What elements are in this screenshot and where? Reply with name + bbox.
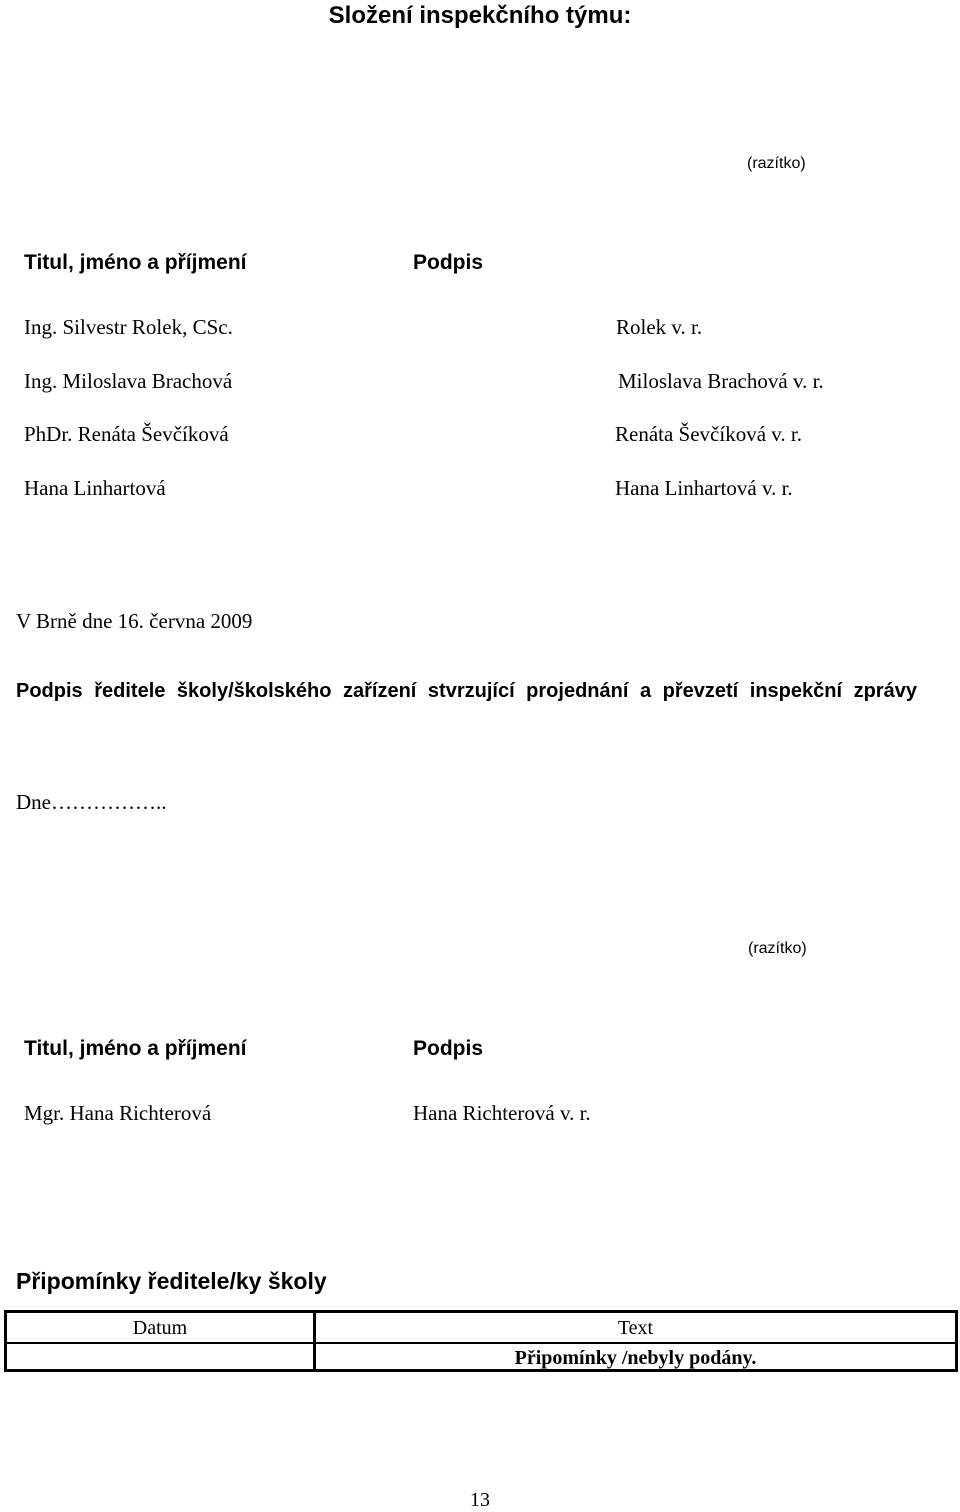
team-member-name: Ing. Miloslava Brachová [24, 369, 233, 393]
team-member-signature: Renáta Ševčíková v. r. [615, 422, 803, 446]
team-header-signature: Podpis [413, 251, 484, 274]
page-number: 13 [470, 1489, 490, 1511]
school-member-name: Mgr. Hana Richterová [24, 1101, 212, 1125]
stamp-label: (razítko) [747, 155, 806, 172]
dne-line: Dne…………….. [16, 790, 167, 814]
school-header-name: Titul, jméno a příjmení [24, 1037, 247, 1060]
team-member-name: Ing. Silvestr Rolek, CSc. [24, 315, 233, 339]
team-member-name: Hana Linhartová [24, 476, 166, 500]
remarks-header-text: Text [617, 1317, 654, 1339]
team-member-signature: Miloslava Brachová v. r. [618, 369, 824, 393]
place-date: V Brně dne 16. června 2009 [16, 609, 253, 633]
remarks-title: Připomínky ředitele/ky školy [16, 1268, 327, 1294]
team-member-signature: Rolek v. r. [616, 315, 703, 339]
remarks-table [4, 1310, 958, 1372]
remarks-text-value: Připomínky /nebyly podány. [514, 1347, 757, 1369]
school-header-signature: Podpis [413, 1037, 484, 1060]
page-title: Složení inspekčního týmu: [328, 2, 632, 29]
team-member-name: PhDr. Renáta Ševčíková [24, 422, 229, 446]
table-row-divider [7, 1342, 955, 1344]
remarks-header-date: Datum [132, 1317, 188, 1339]
school-member-signature: Hana Richterová v. r. [413, 1101, 591, 1125]
team-header-name: Titul, jméno a příjmení [24, 251, 247, 274]
stamp-label: (razítko) [748, 940, 807, 957]
director-signature-text: Podpis ředitele školy/školského zařízení stvrzující projednání a převzetí inspekční zprávy [16, 680, 917, 702]
team-member-signature: Hana Linhartová v. r. [615, 476, 793, 500]
